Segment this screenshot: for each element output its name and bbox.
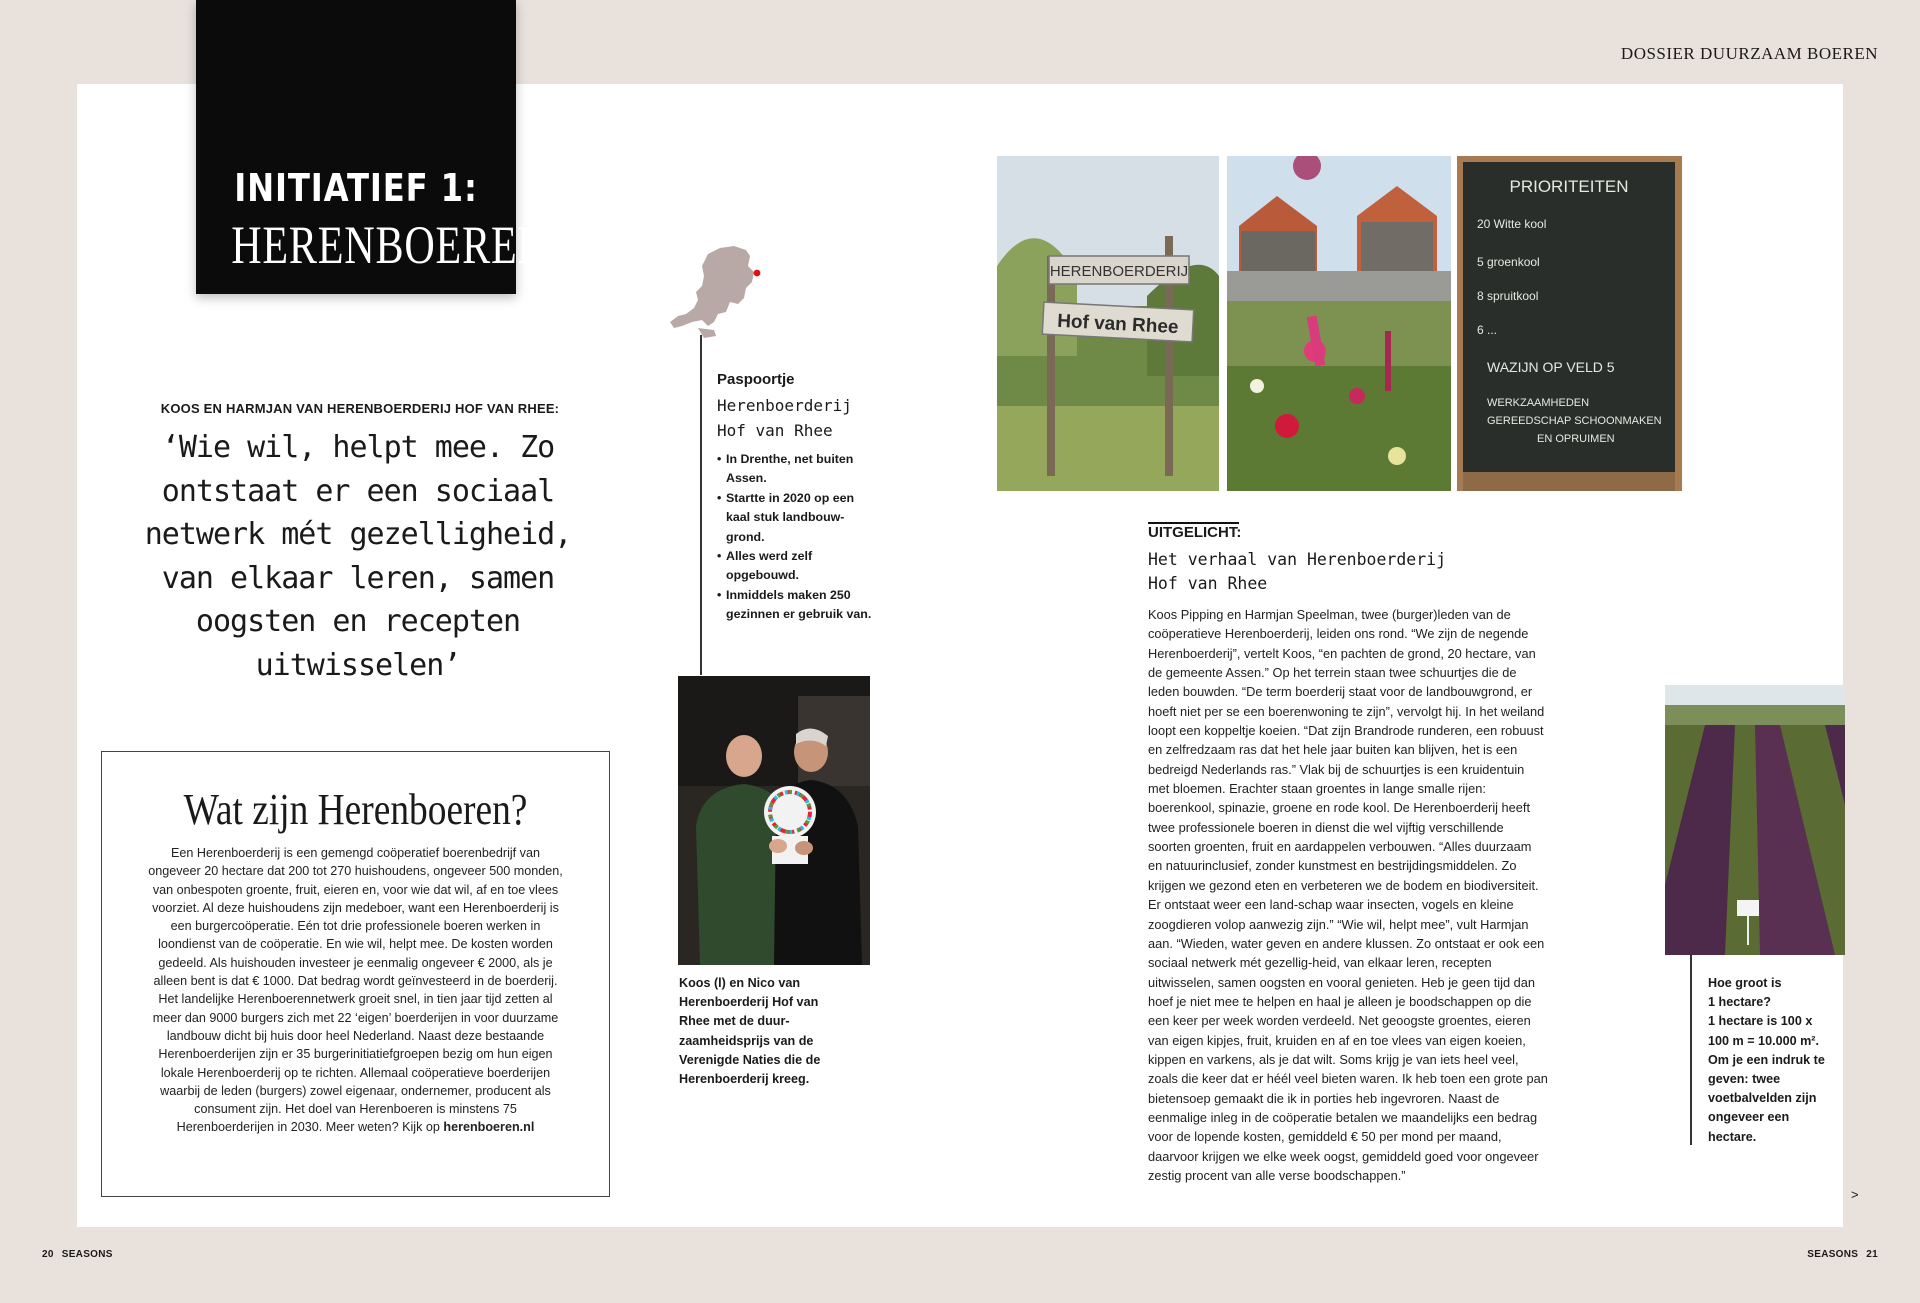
section-header: DOSSIER DUURZAAM BOEREN — [1620, 44, 1878, 63]
list-item: • Inmiddels maken 250 gezinnen er gebruik van. — [717, 586, 877, 625]
chalk-title: PRIORITEITEN — [1509, 177, 1629, 196]
magazine-name-right: SEASONS — [1807, 1249, 1859, 1260]
title-line-2: HERENBOEREN — [231, 215, 549, 275]
hectare-question-1: Hoe groot is — [1708, 976, 1782, 990]
passport-name — [717, 393, 852, 443]
hectare-rule — [1690, 955, 1692, 1145]
pull-quote: ‘Wie wil, helpt mee. Zo ontstaat er een sociaal netwerk mét gezelligheid, van elkaar leren, samen oogsten en recepten uitwisselen’ — [144, 430, 572, 683]
list-item: • Startte in 2020 op een kaal stuk landbouw-grond. — [717, 489, 877, 547]
chalk-line: 20 Witte kool — [1477, 217, 1547, 231]
hectare-box — [1708, 974, 1833, 1147]
list-item: • Alles werd zelf opgebouwd. — [717, 547, 877, 586]
chalkboard-photo — [1457, 156, 1682, 491]
magazine-name-left: SEASONS — [61, 1249, 113, 1260]
sign-text-2: Hof van Rhee — [1056, 310, 1180, 339]
netherlands-map-icon — [668, 242, 780, 342]
chalk-line: WAZIJN OP VELD 5 — [1487, 359, 1615, 375]
footer-left — [42, 1249, 113, 1260]
kale-field-photo — [1665, 685, 1845, 955]
chalk-line: WERKZAAMHEDEN — [1487, 397, 1590, 409]
info-box-body — [146, 844, 565, 1137]
info-box-link[interactable]: herenboeren.nl — [443, 1120, 535, 1135]
next-page-arrow[interactable]: > — [1851, 1187, 1859, 1202]
passport-title: Paspoortje — [717, 371, 795, 388]
hectare-question-2: 1 hectare? — [1708, 995, 1771, 1010]
flower-garden-photo — [1227, 156, 1451, 491]
hectare-answer: 1 hectare is 100 x 100 m = 10.000 m². Om je een indruk te geven: twee voetbalvelden zijn ongeveer een hectare. — [1708, 1014, 1825, 1144]
story-body: Koos Pipping en Harmjan Speelman, twee (burger)leden van de coöperatieve Herenboerderij, leiden ons rond. “We zijn de negende Herenboerderij”, vertelt Koos, “en pachten de grond, 20 hectare, van de gemeente Assen.” Op het terrein staan twee schuurtjes die de leden bouwden. “De term boerderij staat voor de landbouwgrond, er hoeft niet per se een boerenwoning te zijn”, vervolgt hij. In het weiland loopt een koppeltje koeien. “Dat zijn Brandrode runderen, een robuust en zelfredzaam ras dat het hele jaar buiten kan blijven, het is een bedreigd Nederlands ras.” Vlak bij de schuurtjes is een kruidentuin met bloemen. Erachter staan groentes in lange smalle rijen: boerenkool, spinazie, groene en rode kool. De Herenboerderij heeft twee professionele boeren in dienst die wel vijftig verschillende soorten groenten, fruit en aardappelen verbouwen. “Alles duurzaam en natuurinclusief, zonder kunstmest en bestrijdingsmiddelen. Zo krijgen we gezond eten en verbeteren we de bodem en biodiversiteit. Er ontstaat weer een land-schap waar insecten, vogels en kleine zoogdieren volop aanwezig zijn.” “Wie wil, helpt mee”, vult Harmjan aan. “Wieden, water geven en andere klussen. Zo ontstaat er ook een sociaal netwerk mét gezellig-heid, van elkaar leren, recepten uitwisselen, samen oogsten en vooral genieten. Heb je geen tijd dan hoef je niet mee te helpen en haal je alleen je boodschappen op die een keer per week worden verdeeld. Net geoogste groentes, eieren van eigen kipjes, fruit, kruiden en af en toe vlees van eigen koeien, kippen en varkens, als je dat wilt. Soms krijg je van iets heel veel, zoals die keer dat er héél veel bieten waren. Ik heb toen een grote pan bietensoep gemaakt die ik in porties heb ingevroren. Naast de eenmalige inleg in de coöperatie betalen we maandelijks een bedrag voor de lopende kosten, gemiddeld € 50 per mond per maand, daarvoor krijgen we elke week oogst, gemiddeld goed voor ongeveer zestig procent van alle verse boodschappen.” — [1148, 607, 1548, 1183]
uitgelicht-label: UITGELICHT: — [1148, 524, 1242, 541]
passport-list — [717, 450, 877, 625]
chalk-line: 5 groenkool — [1477, 255, 1540, 269]
page-number-right: 21 — [1866, 1249, 1878, 1260]
chalk-line: GEREEDSCHAP SCHOONMAKEN — [1487, 415, 1662, 427]
chalk-line: EN OPRUIMEN — [1537, 433, 1615, 445]
passport-name-line-2: Hof van Rhee — [717, 421, 833, 440]
farm-sign-photo — [997, 156, 1219, 491]
sign-text-1: HERENBOERDERIJ — [1049, 263, 1189, 280]
portrait-photo — [678, 676, 870, 965]
info-box — [101, 751, 610, 1197]
uitgelicht-subtitle — [1148, 548, 1446, 596]
footer-right — [1807, 1249, 1878, 1260]
title-line-1: INITIATIEF 1: — [234, 166, 478, 210]
quote-kicker: KOOS EN HARMJAN VAN HERENBOERDERIJ HOF VAN RHEE: — [160, 401, 560, 416]
uitgelicht-subtitle-line-2: Hof van Rhee — [1148, 574, 1268, 593]
info-box-text: Een Herenboerderij is een gemengd coöperatief boerenbedrijf van ongeveer 20 hectare dat 200 tot 270 huishoudens, ongeveer 500 monden, van onbespoten groente, fruit, eieren en, voor wie dat wil, af en toe vlees voorziet. Al deze huishoudens zijn medeboer, want een Herenboerderij is een burgercoöperatie. Eén tot drie professionele boeren werken in loondienst van de coöperatie. En wie wil, helpt mee. De kosten worden gedeeld. Als huishouden investeer je eenmalig ongeveer € 2000, als je alleen bent is dat € 1000. Dat bedrag wordt geïnvesteerd in de boerderij. Het landelijke Herenboerennetwerk groeit snel, in tien jaar tijd zetten al meer dan 9000 burgers zich met 22 ‘eigen’ boerderijen in voor duurzame landbouw dicht bij huis door heel Nederland. Naast deze bestaande Herenboerderijen zijn er 35 burgerinitiatiefgroepen bezig om hun eigen lokale Herenboerderij op te richten. Allemaal coöperatieve boerderijen waarbij de leden (burgers) zowel eigenaar, ondernemer, producent als consument zijn. Het doel van Herenboeren is minstens 75 Herenboerderijen in 2030. Meer weten? Kijk op — [148, 846, 563, 1135]
page-number-left: 20 — [42, 1249, 54, 1260]
map-pointer-line — [700, 335, 702, 675]
title-box — [196, 0, 549, 294]
chalk-line: 6 ... — [1477, 323, 1498, 337]
photo-caption: Koos (l) en Nico van Herenboerderij Hof van Rhee met de duur-zaamheidsprijs van de Verenigde Naties die de Herenboerderij kreeg. — [679, 976, 821, 1087]
passport-name-line-1: Herenboerderij — [717, 396, 852, 415]
info-box-heading: Wat zijn Herenboeren? — [183, 785, 528, 834]
chalk-line: 8 spruitkool — [1477, 289, 1539, 303]
uitgelicht-subtitle-line-1: Het verhaal van Herenboerderij — [1148, 550, 1447, 569]
list-item: • In Drenthe, net buiten Assen. — [717, 450, 877, 489]
